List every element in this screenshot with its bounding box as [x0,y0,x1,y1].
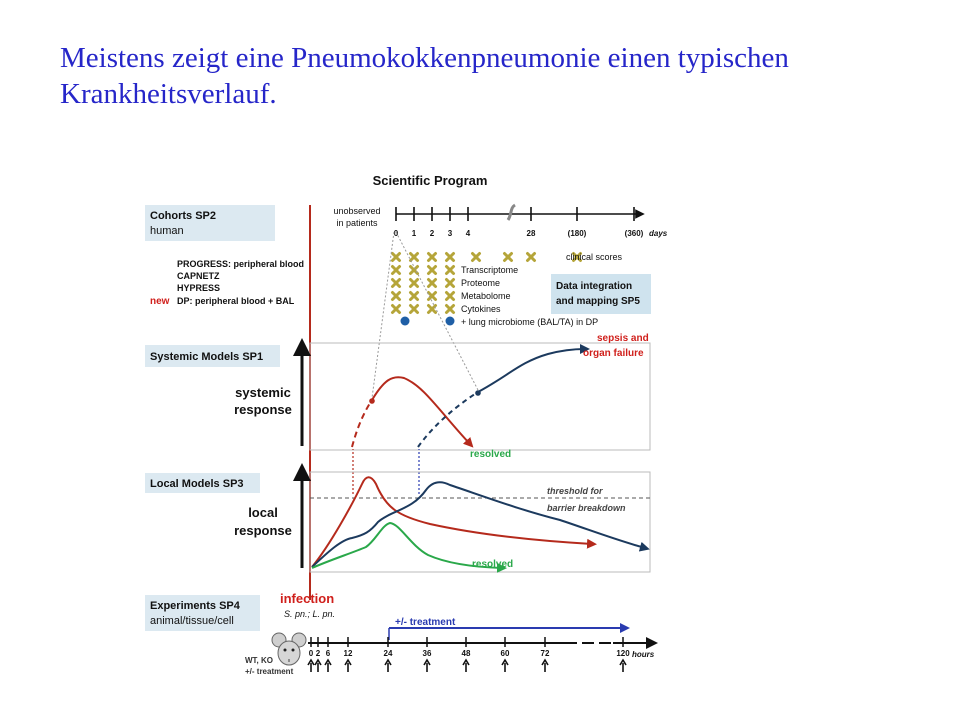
hour-tick-label: 48 [461,649,471,658]
cohorts-title: Cohorts SP2 [150,210,217,222]
sampling-arrow-icon [424,660,430,672]
systemic-response-line2: response [234,402,292,417]
microbiome-label: + lung microbiome (BAL/TA) in DP [461,317,599,327]
omics-marker [393,267,400,274]
omics-marker [429,267,436,274]
day-tick-label: 28 [526,229,536,238]
cohort-hypress: HYPRESS [177,283,221,293]
omics-marker [393,293,400,300]
omics-marker [429,306,436,313]
hour-tick-label: 6 [325,649,331,658]
experiments-title: Experiments SP4 [150,600,240,612]
systemic-red-dot [369,398,375,404]
systemic-red-curve [372,377,470,444]
day-tick-label: 0 [393,229,399,238]
cohort-list [150,259,304,307]
day-axis [394,205,668,238]
systemic-resolved-label: resolved [470,449,512,460]
integration-line1: Data integration [556,281,633,292]
hour-axis [308,637,655,672]
local-resolved-label: resolved [472,559,514,570]
cohort-dp: DP: peripheral blood + BAL [177,296,295,306]
microbiome-dot [401,317,410,326]
day-tick-label: 3 [447,229,453,238]
section-local [145,473,260,493]
local-response-line1: local [248,505,278,520]
clinical-scores-label: clinical scores [566,252,623,262]
integration-box [551,274,651,314]
integration-bg [551,274,651,314]
clinical-score-marker [473,254,480,261]
clinical-score-marker [528,254,535,261]
omics-marker [447,280,454,287]
omics-marker [411,254,418,261]
section-cohorts [145,205,275,241]
sampling-arrow-icon [620,660,626,672]
local-title: Local Models SP3 [150,478,244,490]
local-response-line2: response [234,523,292,538]
omics-marker [411,280,418,287]
day-tick-label: (180) [567,229,587,238]
threshold-label-line1: threshold for [547,486,603,496]
hour-tick-label: 36 [422,649,432,658]
section-experiments [145,595,260,631]
threshold-label-line2: barrier breakdown [547,503,626,513]
experiments-subtitle: animal/tissue/cell [150,615,234,627]
sampling-arrow-icon [315,660,321,672]
sampling-arrow-icon [542,660,548,672]
sampling-arrow-icon [325,660,331,672]
transcriptome-label: Transcriptome [461,265,519,275]
sampling-arrow-icon [463,660,469,672]
omics-marker [447,254,454,261]
sepsis-label-line2: organ failure [583,348,644,359]
omics-marker [447,267,454,274]
omics-marker [393,280,400,287]
omics-marker [429,280,436,287]
proteome-label: Proteome [461,278,501,288]
omics-marker [393,306,400,313]
treatment-label: +/- treatment [395,617,456,628]
hour-axis-unit: hours [632,650,655,659]
day-tick-label: (360) [624,229,644,238]
microbiome-dot [446,317,455,326]
day-tick-label: 2 [429,229,435,238]
mouse-label-line2: +/- treatment [245,667,294,676]
integration-line2: and mapping SP5 [556,296,640,307]
unobserved-line1: unobserved [333,206,381,216]
hour-tick-label: 0 [308,649,314,658]
metabolome-label: Metabolome [461,291,511,301]
day-tick-label: 1 [411,229,417,238]
day-axis-ticks [394,207,644,238]
day-tick-label: 4 [465,229,471,238]
hour-tick-label: 120 [616,649,630,658]
sampling-arrow-icon [345,660,351,672]
unobserved-line2: in patients [336,218,378,228]
infection-label: infection [280,591,335,606]
systemic-navy-dot [475,390,481,396]
cytokines-label: Cytokines [461,304,501,314]
connector-day0 [372,232,394,398]
slide-title: Meistens zeigt eine Pneumokokkenpneumonie einen typischen Krankheitsverlauf. [60,42,789,110]
omics-marker [429,254,436,261]
systemic-navy-curve [478,349,585,392]
axis-break-mark [508,205,515,220]
sampling-arrow-icon [385,660,391,672]
mouse-label-line1: WT, KO [245,656,273,665]
omics-marker [447,306,454,313]
cohort-progress: PROGRESS: peripheral blood [177,259,305,269]
pathogens-label: S. pn.; L. pn. [284,609,336,619]
sampling-arrow-icon [502,660,508,672]
clinical-score-marker [505,254,512,261]
sepsis-label-line1: sepsis and [597,333,649,344]
omics-marker [447,293,454,300]
cohort-new-label: new [150,296,170,307]
hour-tick-label: 60 [500,649,510,658]
hour-tick-label: 12 [343,649,353,658]
omics-marker [411,306,418,313]
section-systemic [145,345,280,367]
cohorts-subtitle: human [150,225,184,237]
program-title: Scientific Program [372,173,488,188]
systemic-response-line1: systemic [235,385,291,400]
day-axis-unit: days [649,229,668,238]
systemic-red-dashed [352,400,372,447]
systemic-title: Systemic Models SP1 [150,351,264,363]
hour-tick-label: 24 [383,649,393,658]
sampling-arrow-icon [308,660,314,672]
systemic-panel [310,343,650,450]
cohort-capnetz: CAPNETZ [177,271,220,281]
omics-marker [411,293,418,300]
hour-tick-label: 72 [540,649,550,658]
hour-tick-label: 2 [315,649,321,658]
omics-marker [393,254,400,261]
mouse-icon [272,633,306,665]
